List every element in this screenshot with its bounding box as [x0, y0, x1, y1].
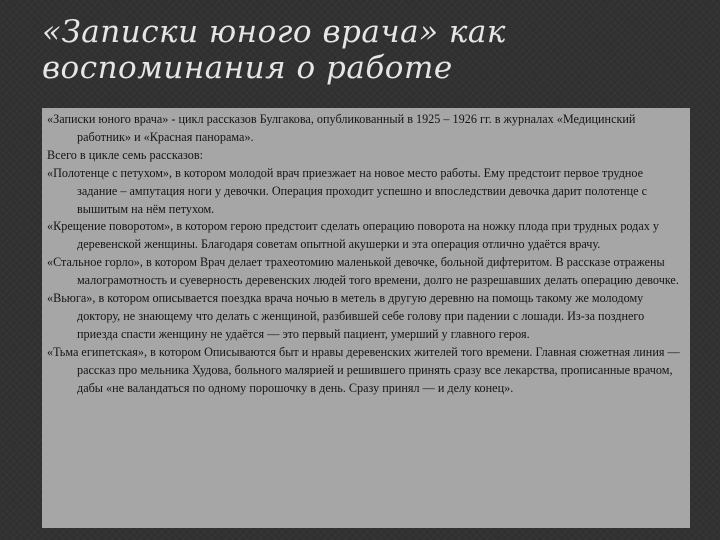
paragraph-intro: «Записки юного врача» - цикл рассказов Булгакова, опубликованный в 1925 – 1926 гг. в журналах «Медицинский работник» и «Красная панорама». — [47, 112, 636, 144]
paragraph-count: Всего в цикле семь рассказов: — [47, 147, 203, 162]
slide-title: «Записки юного врача» как воспоминания о работе — [42, 14, 506, 86]
paragraph-towel-rooster: «Полотенце с петухом», в котором молодой врач приезжает на новое место работы. Ему предстоит первое трудное задание – ампутация ноги у девочки. Операция проходит успешно и впоследствии девочка дарит полотенце с вышитым на нём петухом. — [47, 165, 647, 216]
content-box — [42, 108, 690, 528]
paragraph-egyptian-darkness: «Тьма египетская», в котором Описываются быт и нравы деревенских жителей того времени. Главная сюжетная линия — рассказ про мельника Худова, больного малярией и решившего принять сразу все лекарства, прописанные врачом, дабы «не валандаться по одному порошочку в день. Сразу принял — и делу конец». — [47, 344, 680, 395]
paragraph-steel-throat: «Стальное горло», в котором Врач делает трахеотомию маленькой девочке, больной дифтеритом. В рассказе отражены малограмотность и суеверность деревенских людей того времени, долго не разрешавших делать операцию девочке. — [47, 255, 679, 288]
paragraph-baptism-turn: «Крещение поворотом», в котором герою предстоит сделать операцию поворота на ножку плода при трудных родах у деревенской женщины. Благодаря советам опытной акушерки и эта операция отлично удаётся врачу. — [47, 219, 660, 252]
paragraph-blizzard: «Вьюга», в котором описывается поездка врача ночью в метель в другую деревню на помощь такому же молодому доктору, не знающему что делать с женщиной, разбившей себе голову при падении с лошади. Из-за позднего приезда спасти женщину не удаётся — это первый пациент, умерший у главного героя. — [47, 291, 645, 341]
